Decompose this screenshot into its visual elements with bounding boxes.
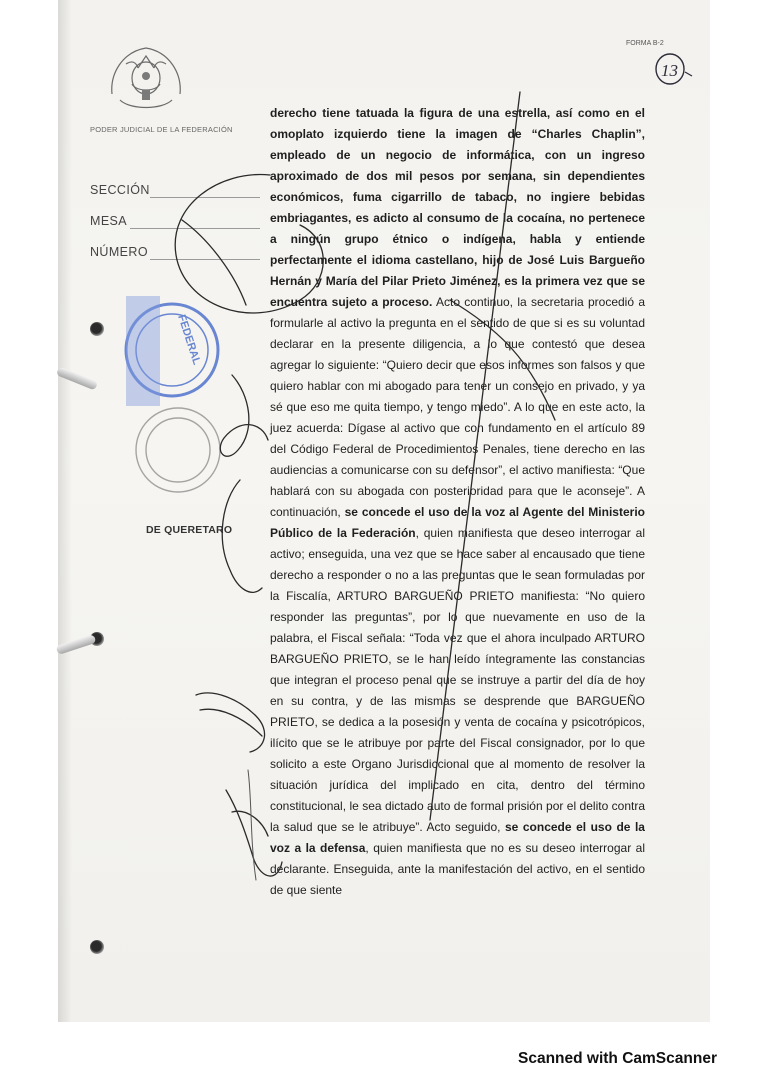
paragraph [270, 103, 645, 901]
document-body [270, 103, 645, 901]
page-edge-shadow [58, 0, 72, 1022]
form-code: FORMA B-2 [626, 40, 664, 47]
number-label: NÚMERO [90, 245, 148, 259]
section-label: SECCIÓN [90, 183, 150, 197]
section-line [150, 197, 260, 198]
paragraph-text: Acto continuo, la secretaria procedió a formularle al activo la pregunta en el sentido de que si es su voluntad declarar en la presente diligencia, a lo que contestó que desea agregar lo siguiente: “Quiero decir que esos informes son falsos y que quiero hablar con mi abogado para tener un consejo en privado, y ya sé que eso me quita tiempo, y tengo miedo”. A lo que en este acto, la juez acuerda: Dígase al activo que con fundamento en el artículo 89 del Código Federal de Procedimientos Penales, tiene derecho en las audiencias a comunicarse con su defensor”, el activo manifiesta: “Que hablará con su abogada con posterioridad para que le aconseje”. A continuación, [270, 295, 645, 519]
desk-label: MESA [90, 214, 128, 228]
scanner-watermark: Scanned with CamScanner [518, 1050, 717, 1067]
punch-hole [90, 940, 104, 954]
paragraph-bold-text: se concede el uso de la voz a la defensa [270, 820, 645, 855]
number-line [150, 259, 260, 260]
paragraph-bold-text: derecho tiene tatuada la figura de una estrella, así como en el omoplato izquierdo tiene la imagen de “Charles Chaplin”, empleado de un negocio de informática, con un ingreso aproximado de dos mil pesos por semana, sin dependientes económicos, fuma cigarrillo de tabaco, no ingiere bebidas embriagantes, es adicto al consumo de la cocaína, no pertenece a ningún grupo étnico o indígena, habla y entiende perfectamente el idioma castellano, hijo de José Luis Bargueño Hernán y María del Pilar Prieto Jiménez, es la primera vez que se encuentra sujeto a proceso. [270, 106, 645, 309]
institution-label: PODER JUDICIAL DE LA FEDERACIÓN [90, 125, 233, 134]
paragraph-text: , quien manifiesta que deseo interrogar al activo; enseguida, una vez que se hace saber al encausado que tiene derecho a responder o no a las preguntas que le sean formuladas por la Fiscalía, ARTURO BARGUEÑO PRIETO manifiesta: “No quiero responder las preguntas”, por lo que nuevamente en uso de la palabra, el Fiscal señala: “Toda vez que el ahora inculpado ARTURO BARGUEÑO PRIETO, se le han leído íntegramente las constancias que integran el proceso penal que se instruye a partir del día de hoy en su contra, y de las mismas se desprende que BARGUEÑO PRIETO, se dedica a la posesión y venta de cocaína y psicotrópicos, ilícito que se le atribuye por parte del Fiscal consignador, por lo que solicito a este Organo Jurisdiccional que al momento de resolver la situación jurídica del implicado en cita, dentro del término constitucional, le sea dictado auto de formal prisión por el delito contra la salud que se le atribuye”. Acto seguido, [270, 526, 645, 834]
paragraph-bold-text: se concede el uso de la voz al Agente del Ministerio Público de la Federación [270, 505, 645, 540]
paragraph-text: , quien manifiesta que no es su deseo interrogar al declarante. Enseguida, ante la manifestación del activo, en el sentido de que siente [270, 841, 645, 897]
circled-page-number [652, 50, 696, 88]
court-label: DE QUERETARO [146, 524, 233, 536]
desk-line [130, 228, 260, 229]
page-number: 13 [661, 61, 678, 80]
mexican-eagle-emblem [102, 34, 190, 118]
punch-hole [90, 322, 104, 336]
stamp-text: FEDERAL [175, 313, 203, 367]
